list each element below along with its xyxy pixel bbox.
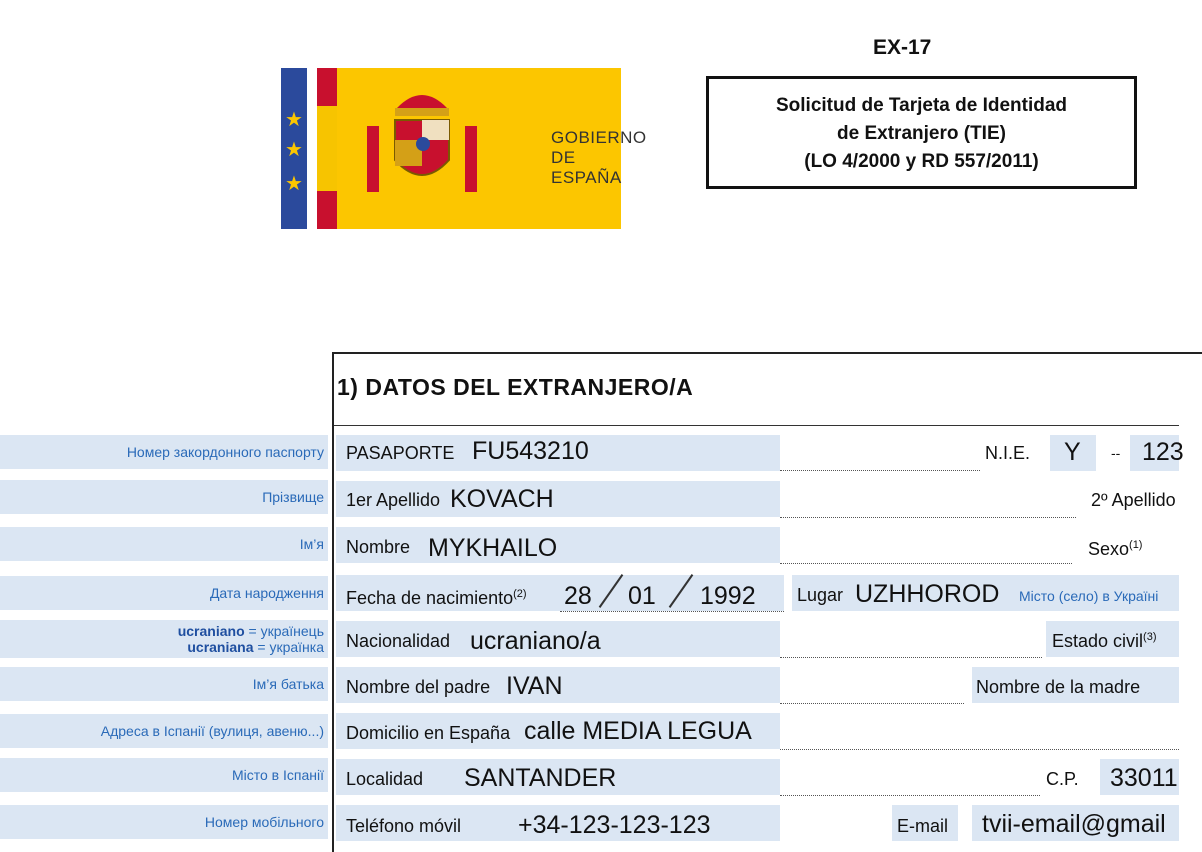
coat-of-arms-icon <box>357 68 487 229</box>
nie-dash: -- <box>1111 445 1121 461</box>
city-label: Localidad <box>346 769 424 789</box>
phone-value: +34-123-123-123 <box>518 811 711 839</box>
surname1-value: KOVACH <box>450 485 554 513</box>
gobierno-logo: ★ ★ ★ GOBIERNO DE ESPAÑA <box>281 68 621 229</box>
nationality-label: Nacionalidad <box>346 631 451 651</box>
title-line-3: (LO 4/2000 y RD 557/2011) <box>804 151 1039 172</box>
father-value: IVAN <box>506 672 563 700</box>
name-value: MYKHAILO <box>428 534 558 562</box>
nat-m-word: ucraniano <box>177 623 245 639</box>
uk-label-city: Місто в Іспанії <box>0 758 328 792</box>
nat-f-word: ucraniana <box>187 639 254 655</box>
uk-label-name: Ім’я <box>0 527 328 561</box>
dotted-line <box>780 749 1179 750</box>
uk-label-address: Адреса в Іспанії (вулиця, авеню...) <box>0 714 328 748</box>
address-value: calle MEDIA LEGUA <box>524 717 752 745</box>
address-label: Domicilio en España <box>346 723 511 743</box>
birth-year: 1992 <box>700 582 756 610</box>
name-label: Nombre <box>346 537 411 557</box>
nationality-value: ucraniano/a <box>470 627 601 655</box>
dotted-line <box>560 611 784 612</box>
phone-label: Teléfono móvil <box>346 816 462 836</box>
civil-note: (3) <box>1143 631 1157 643</box>
birth-note: (2) <box>513 588 527 600</box>
dotted-line <box>780 517 1076 518</box>
dotted-line <box>780 795 1040 796</box>
form-code: EX-17 <box>873 36 932 59</box>
nat-f-rest: = українка <box>253 639 324 655</box>
uk-label-mobile: Номер мобільного <box>0 805 328 839</box>
logo-line-1: GOBIERNO <box>551 128 647 147</box>
dotted-line <box>780 470 980 471</box>
cp-label: C.P. <box>1046 769 1079 789</box>
email-value: tvii-email@gmail <box>982 810 1166 838</box>
birth-month: 01 <box>628 582 656 610</box>
nie-number: 123 <box>1142 438 1184 466</box>
uk-label-passport: Номер закордонного паспорту <box>0 435 328 469</box>
place-value: UZHHOROD <box>855 580 1000 608</box>
email-label: E-mail <box>897 816 949 836</box>
nat-m-rest: = українець <box>244 623 324 639</box>
civil-label: Estado civil <box>1052 631 1144 651</box>
uk-label-father: Ім’я батька <box>0 667 328 701</box>
uk-label-surname: Прізвище <box>0 480 328 514</box>
title-line-2: de Extranjero (TIE) <box>837 123 1006 144</box>
sex-note: (1) <box>1129 539 1143 551</box>
surname2-label: 2º Apellido <box>1091 490 1176 510</box>
passport-value: FU543210 <box>472 437 589 465</box>
cp-value: 33011 <box>1110 764 1178 792</box>
civil-label-wrap <box>1052 631 1157 652</box>
nie-letter: Y <box>1064 438 1081 466</box>
place-hint: Місто (село) в Україні <box>1019 588 1159 604</box>
birth-label: Fecha de nacimiento <box>346 588 514 608</box>
dotted-line <box>780 657 1042 658</box>
birth-day: 28 <box>564 582 592 610</box>
sex-label-wrap <box>1088 539 1142 560</box>
father-label: Nombre del padre <box>346 677 491 697</box>
logo-line-2: DE ESPAÑA <box>551 148 622 187</box>
divider <box>334 425 1179 426</box>
dotted-line <box>780 703 964 704</box>
sex-label: Sexo <box>1088 539 1130 559</box>
place-label: Lugar <box>797 585 844 605</box>
uk-label-nationality <box>0 620 328 658</box>
form-title-box <box>706 76 1137 189</box>
surname1-label: 1er Apellido <box>346 490 441 510</box>
section-title: 1) DATOS DEL EXTRANJERO/A <box>337 374 694 400</box>
birth-label-wrap <box>346 588 527 609</box>
uk-label-birth: Дата народження <box>0 576 328 610</box>
mother-label: Nombre de la madre <box>976 677 1141 697</box>
dotted-line <box>780 563 1072 564</box>
passport-label: PASAPORTE <box>346 443 455 463</box>
title-line-1: Solicitud de Tarjeta de Identidad <box>775 95 1068 116</box>
nie-label: N.I.E. <box>985 443 1031 463</box>
city-value: SANTANDER <box>464 764 617 792</box>
